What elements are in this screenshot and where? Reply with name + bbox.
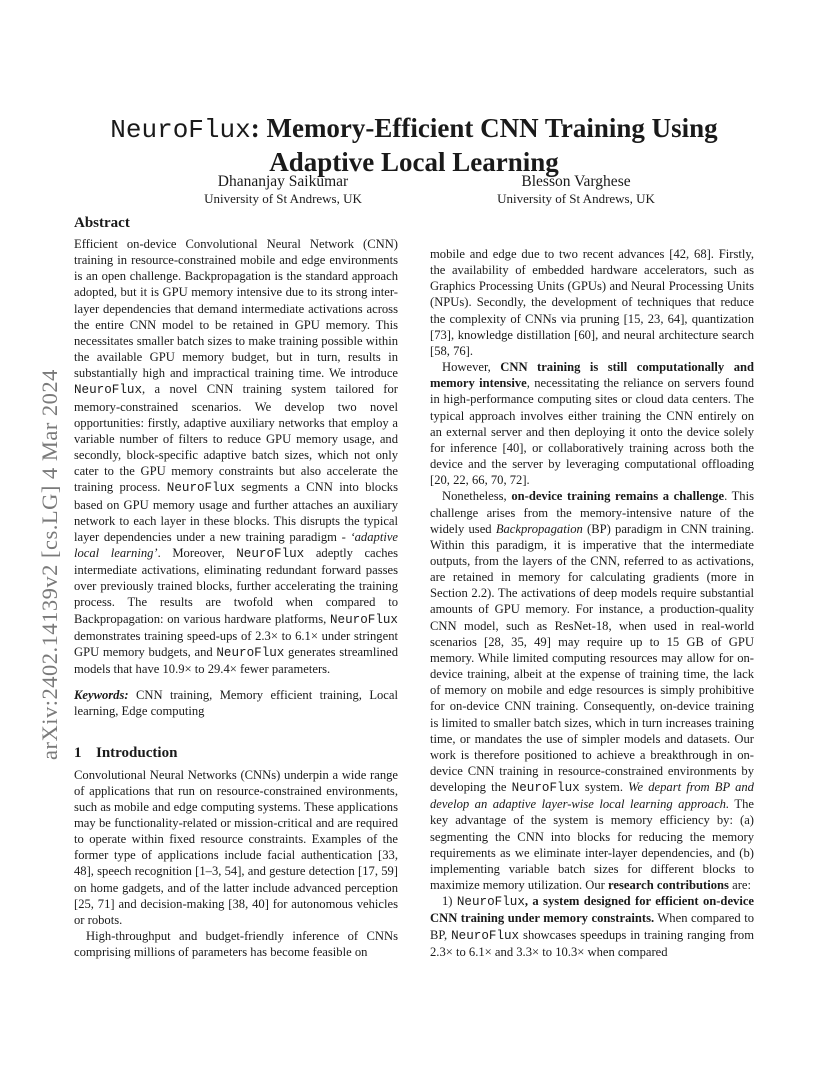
author-name: Blesson Varghese [521, 173, 631, 190]
body-text: The key advantage of the system is memory efficiency by: (a) segmenting the CNN into blocks for reducing the memory requirements as we eliminate inter-layer dependencies, and (b) implementing variable batch sizes for different blocks to maximize memory utilization. Our [430, 797, 754, 893]
title-line-2: Adaptive Local Learning [269, 147, 559, 178]
system-name: NeuroFlux [511, 781, 580, 796]
author-affiliation: University of St Andrews, UK [204, 191, 362, 206]
body-text: (BP) paradigm in CNN training. Within this paradigm, it is imperative that the intermediate outputs, from the layers of the CNN, referred to as activations, are retained in memory for calculating gradients (more in Section 2.2). The activations of deep models require substantial amounts of GPU memory. For instance, a production-quality CNN model, such as ResNet-18, when used in real-world scenarios [28, 35, 49] may require up to 15 GB of GPU memory. While limited computing resources may allow for on-device training, albeit at the expense of training time, the lack of memory on mobile and edge resources is simply prohibitive for on-device CNN training. Consequently, on-device training is limited to smaller batch sizes, which in turn increases training time, or mandates the use of simpler models and datasets. Our work is therefore positioned to achieve a breakthrough in on-device CNN training in resource-constrained environments by developing the [430, 521, 754, 795]
contribution-item [430, 893, 754, 960]
body-text: are: [728, 878, 751, 893]
body-text: When compared to BP, [430, 911, 754, 942]
body-emphasis: Backpropagation [495, 521, 583, 536]
body-paragraph [430, 488, 754, 893]
abstract-text: generates streamlined models that have 10.9× to 29.4× fewer parameters. [74, 644, 399, 677]
system-name: NeuroFlux [456, 895, 525, 910]
section-number: 1 [74, 744, 82, 761]
keywords [74, 687, 398, 719]
section-title: Introduction [96, 744, 178, 761]
body-paragraph [430, 359, 754, 488]
abstract-text: adeptly caches intermediate activations, eliminating redundant forward passes over previously trained blocks, further accelerating the training process. The results are twofold when compared to Backpropagation: on various hardware platforms, [74, 545, 399, 626]
author-block [153, 172, 413, 207]
system-name: NeuroFlux [166, 481, 235, 496]
right-column [430, 246, 754, 960]
keywords-text: CNN training, Memory efficient training, Local learning, Edge computing [74, 688, 398, 719]
body-text: However, [442, 360, 501, 375]
abstract-text: , a novel CNN training system tailored for memory-constrained scenarios. We develop two novel opportunities: firstly, adaptive auxiliary networks that employ a variable number of filters to reduce GPU memory usage, and secondly, block-specific adaptive batch sizes, which not only cater to the GPU memory constraints but also accelerate the training process. [74, 382, 398, 495]
body-emphasis: , a system designed for efficient on-device CNN training under memory constraints. [430, 894, 755, 926]
keywords-label: Keywords: [74, 688, 129, 703]
abstract-paragraph [74, 236, 398, 677]
left-column [74, 214, 398, 960]
title-line-1: : Memory-Efficient CNN Training Using [250, 113, 718, 144]
arxiv-sidebar [22, 290, 62, 760]
body-emphasis: CNN training is still computationally and memory intensive [430, 360, 754, 391]
author-affiliation: University of St Andrews, UK [497, 191, 655, 206]
contribution-number: 1) [442, 894, 457, 909]
system-name: NeuroFlux [216, 645, 285, 660]
abstract-text: demonstrates training speed-ups of 2.3× to 6.1× under stringent GPU memory budgets, and [74, 628, 398, 659]
body-text: showcases speedups in training ranging from 2.3× to 6.1× and 3.3× to 10.3× when compared [430, 927, 754, 959]
body-emphasis: on-device training remains a challenge [511, 489, 725, 504]
system-name: NeuroFlux [329, 612, 398, 627]
body-text: Nonetheless, [442, 489, 512, 504]
system-name: NeuroFlux [74, 383, 143, 398]
body-text: , necessitating the reliance on servers found in high-performance computing sites or cloud data centers. The typical approach involves either training the CNN entirely on an external server and then deploying it onto the device solely for inference [40], or collaboratively training across both the device and the server by leveraging computational offloading [20, 22, 66, 70, 72]. [430, 376, 754, 488]
abstract-heading: Abstract [74, 215, 130, 231]
system-name: NeuroFlux [451, 928, 520, 943]
body-emphasis: research contributions [608, 878, 729, 893]
abstract-text: . Moreover, [157, 545, 237, 560]
body-paragraph: Convolutional Neural Networks (CNNs) underpin a wide range of applications that run on resource-constrained environments, such as mobile and edge computing systems. These applications may be functionality-related or mission-critical and are required to operate within fixed resource constraints. Examples of the former type of applications include facial authentication [33, 48], speech recognition [1–3, 54], and gesture detection [17, 59] on home gadgets, and of the latter include advanced perception [25, 71] and decision-making [38, 40] for autonomous vehicles or robots. [74, 767, 398, 927]
abstract-text: Efficient on-device Convolutional Neural Network (CNN) training in resource-constrained mobile and edge environments is an open challenge. Backpropagation is the standard approach adopted, but it is GPU memory intensive due to its strong inter-layer dependencies that demand intermediate activations across the entire CNN model to be retained in GPU memory. This necessitates smaller batch sizes to make training possible within the available GPU memory budget, but in turn, results in substantially high and impractical training time. We introduce [74, 237, 398, 381]
body-text: . This challenge arises from the memory-intensive nature of the widely used [430, 489, 754, 536]
author-block [446, 172, 706, 207]
body-emphasis: We depart from BP and develop an adaptive layer-wise local learning approach. [430, 780, 754, 812]
body-paragraph: High-throughput and budget-friendly inference of CNNs comprising millions of parameters has become feasible on [74, 929, 398, 960]
section-heading-introduction [74, 744, 398, 763]
paper-title [74, 112, 754, 178]
body-paragraph: mobile and edge due to two recent advances [42, 68]. Firstly, the availability of embedded hardware accelerators, such as Graphics Processing Units (GPUs) and Neural Processing Units (NPUs). Secondly, the development of techniques that reduce the complexity of CNNs via pruning [15, 23, 64], quantization [73], knowledge distillation [60], and neural architecture search [58, 76]. [430, 247, 754, 358]
abstract-text: segments a CNN into blocks based on GPU memory usage and further attaches an auxiliary network to each layer in these blocks. This disrupts the typical layer dependencies under a new training paradigm - [74, 480, 398, 544]
title-system-name: NeuroFlux [110, 115, 251, 146]
abstract-emphasis: ‘adaptive local learning’ [74, 529, 398, 560]
system-name: NeuroFlux [236, 546, 305, 561]
author-name: Dhananjay Saikumar [217, 173, 349, 190]
body-text: system. [579, 780, 629, 795]
arxiv-identifier: arXiv:2402.14139v2 [cs.LG] 4 Mar 2024 [37, 369, 62, 760]
